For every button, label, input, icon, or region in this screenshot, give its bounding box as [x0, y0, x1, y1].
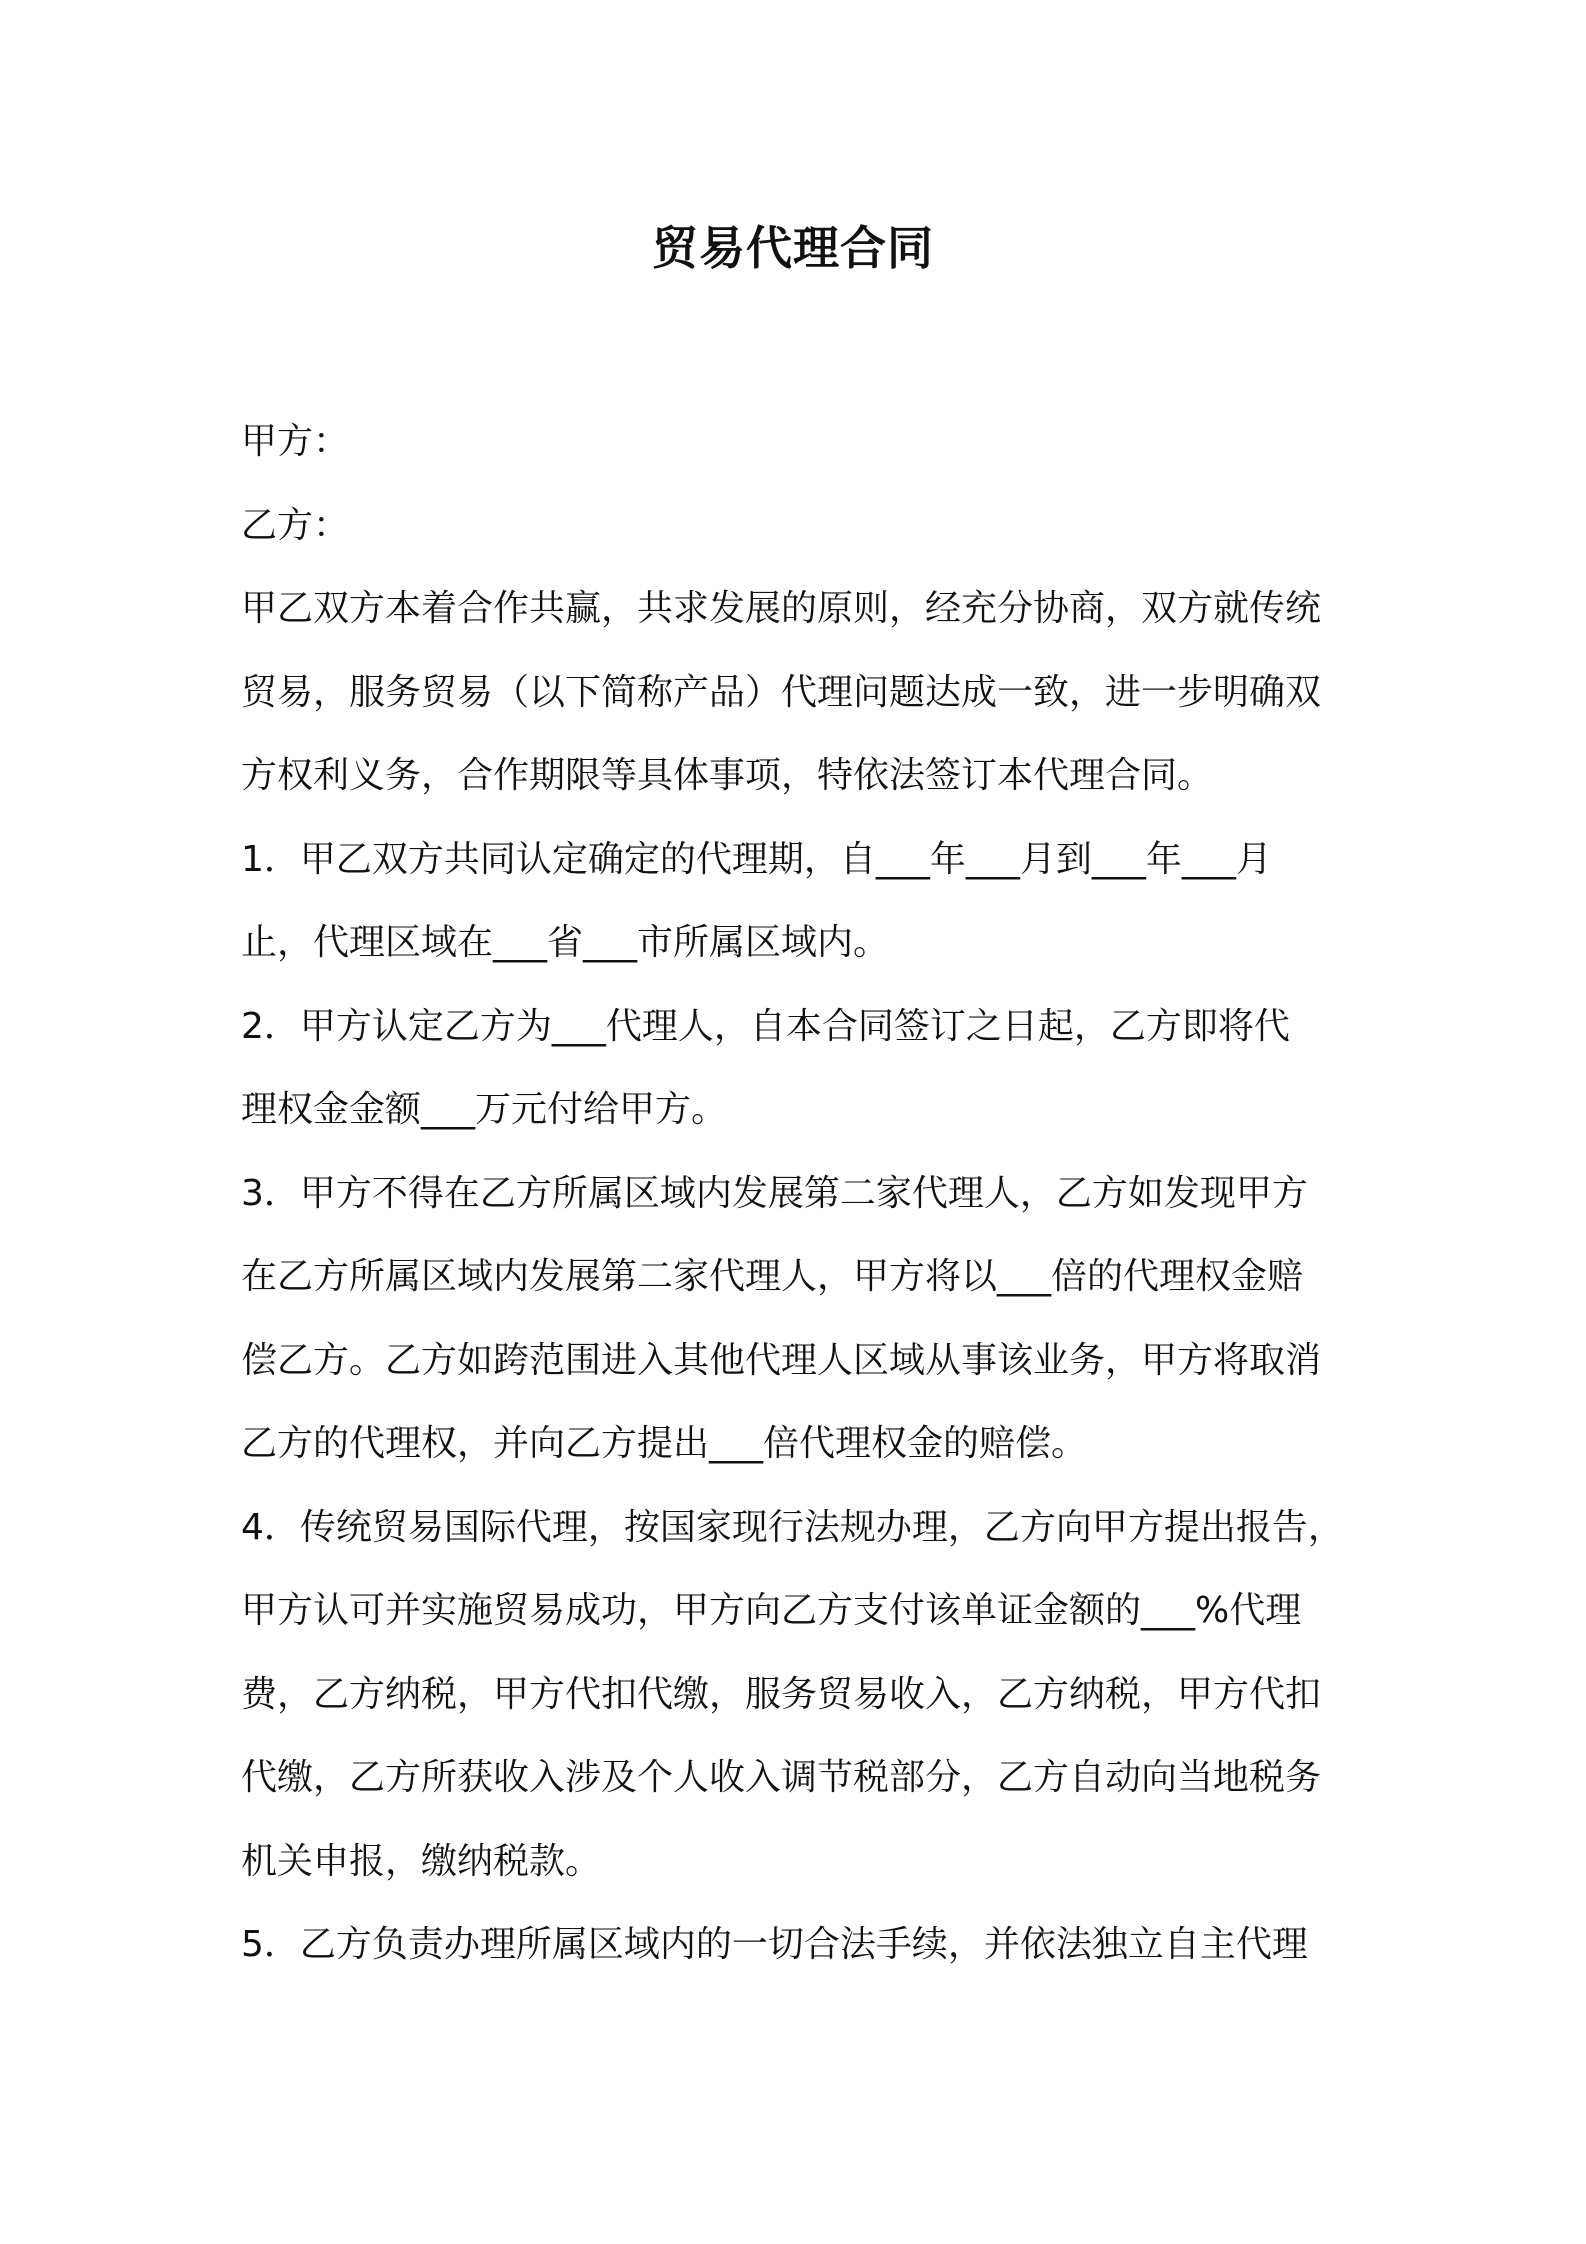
clause-1-line: 1．甲乙双方共同认定确定的代理期，自___年___月到___年___月 [241, 838, 1272, 880]
preamble-line: 方权利义务，合作期限等具体事项，特依法签订本代理合同。 [241, 755, 1214, 796]
clause-5-line: 5．乙方负责办理所属区域内的一切合法手续，并依法独立自主代理 [241, 1924, 1308, 1965]
preamble-line: 贸易，服务贸易（以下简称产品）代理问题达成一致，进一步明确双 [241, 671, 1322, 713]
clause-4-line: 4．传统贸易国际代理，按国家现行法规办理，乙方向甲方提出报告， [241, 1506, 1344, 1548]
clause-1-line: 止，代理区域在___省___市所属区域内。 [241, 922, 890, 963]
clause-3-line: 3．甲方不得在乙方所属区域内发展第二家代理人，乙方如发现甲方 [241, 1172, 1308, 1214]
clause-2-line: 理权金金额___万元付给甲方。 [241, 1089, 728, 1130]
clause-2-line: 2．甲方认定乙方为___代理人，自本合同签订之日起，乙方即将代 [241, 1005, 1290, 1047]
clause-4-line: 甲方认可并实施贸易成功，甲方向乙方支付该单证金额的___%代理 [241, 1590, 1302, 1631]
preamble-line: 甲乙双方本着合作共赢，共求发展的原则，经充分协商，双方就传统 [241, 588, 1322, 629]
party-a-line: 甲方： [241, 421, 350, 462]
party-b-line: 乙方： [241, 504, 350, 546]
clause-4-line: 费，乙方纳税，甲方代扣代缴，服务贸易收入，乙方纳税，甲方代扣 [241, 1673, 1322, 1715]
clause-3-line: 在乙方所属区域内发展第二家代理人，甲方将以___倍的代理权金赔 [241, 1256, 1304, 1297]
document-title: 贸易代理合同 [652, 221, 934, 275]
clause-4-line: 机关申报，缴纳税款。 [241, 1840, 602, 1882]
document-body [241, 400, 1371, 1987]
clause-4-line: 代缴，乙方所获收入涉及个人收入调节税部分，乙方自动向当地税务 [241, 1757, 1322, 1798]
clause-3-line: 乙方的代理权，并向乙方提出___倍代理权金的赔偿。 [241, 1423, 1088, 1464]
clause-3-line: 偿乙方。乙方如跨范围进入其他代理人区域从事该业务，甲方将取消 [241, 1339, 1322, 1381]
